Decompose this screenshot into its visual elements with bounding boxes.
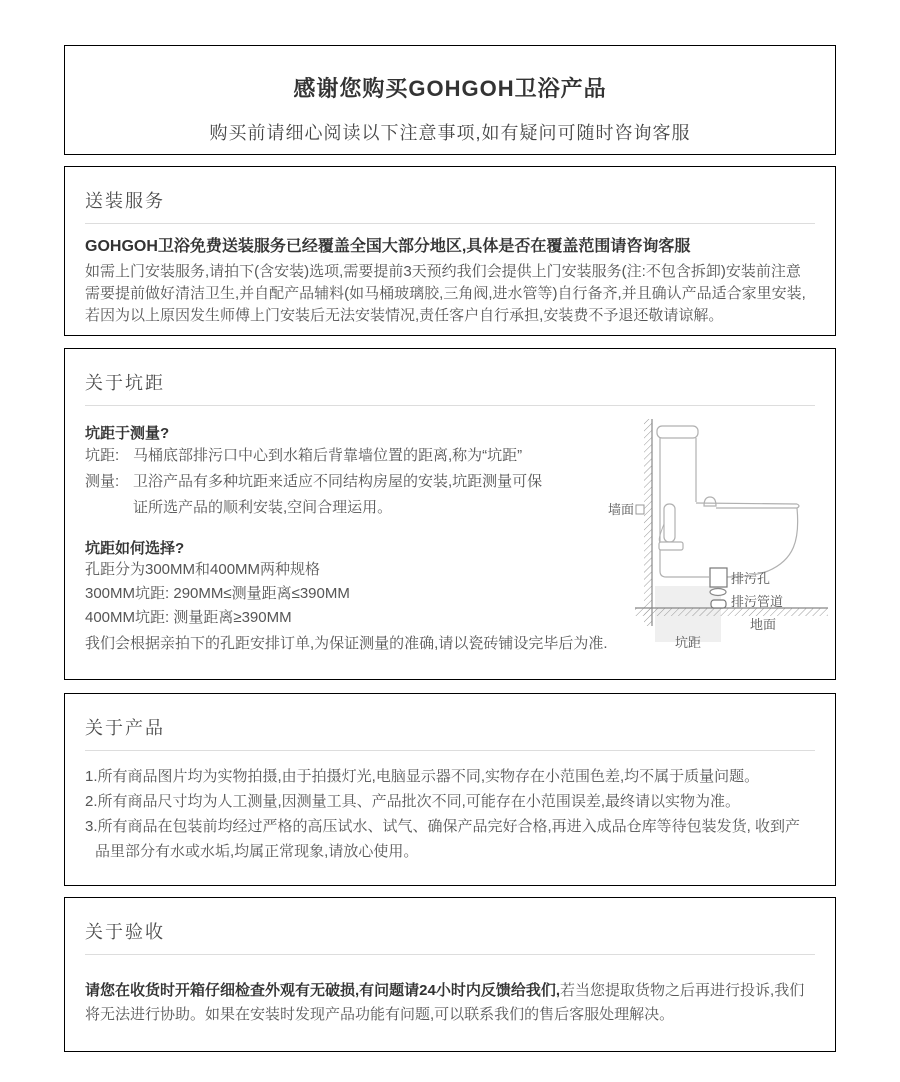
pit-distance-section (64, 348, 836, 680)
seat-hinge (704, 497, 716, 506)
toilet-bowl-profile (727, 508, 798, 577)
delivery-section-title: 送装服务 (85, 191, 165, 211)
section-divider (85, 750, 815, 751)
pit-spec-line: 300MM坑距: 290MM≤测量距离≤390MM (85, 585, 350, 602)
acceptance-section-title: 关于验收 (85, 922, 165, 942)
wall-hatch (644, 419, 652, 626)
pit-note-line: 我们会根据亲拍下的孔距安排订单,为保证测量的准确,请以瓷砖铺设完毕后为准. (85, 635, 608, 652)
pit-definition-row (85, 469, 630, 521)
pit-definition-row (85, 443, 630, 469)
delivery-body-text: 如需上门安装服务,请拍下(含安装)选项,需要提前3天预约我们会提供上门安装服务(注:不包含拆卸)安装前注意需要提前做好清洁卫生,并自配产品辅料(如马桶玻璃胶,三角阀,进水管等)自行备齐,并且确认产品适合家里安装,若因为以上原因发生师傅上门安装后无法安装情况,责任客户自行承担,安装费不予退还敬请谅解。 (85, 263, 806, 324)
pit-spec-line: 400MM坑距: 测量距离≥390MM (85, 609, 292, 626)
product-section-title: 关于产品 (85, 718, 165, 738)
product-note-item: 2.所有商品尺寸均为人工测量,因测量工具、产品批次不同,可能存在小范围误差,最终请以实物为准。 (85, 793, 741, 810)
pit-def-label: 坑距: (85, 447, 120, 464)
acceptance-rest-text: 若当您提取货物之后再进行投诉,我们将无法进行协助。如果在安装时发现产品功能有问题,可以联系我们的售后客服处理解决。 (85, 982, 805, 1023)
drain-hole-label: 排污孔 (731, 571, 771, 586)
section-divider (85, 223, 815, 224)
product-notes-list (85, 764, 815, 864)
flush-valve (664, 504, 675, 542)
drain-pipe-label: 排污管道 (731, 594, 784, 609)
pit-section-title: 关于坑距 (85, 373, 165, 393)
pit-spec-line: 孔距分为300MM和400MM两种规格 (85, 561, 321, 578)
pit-text-column (85, 422, 630, 656)
drain-pipe (711, 600, 726, 608)
page-subtitle: 购买前请细心阅读以下注意事项,如有疑问可随时咨询客服 (209, 123, 691, 143)
delivery-lead-text: GOHGOH卫浴免费送装服务已经覆盖全国大部分地区,具体是否在覆盖范围请咨询客服 (85, 238, 691, 255)
pit-choose-heading: 坑距如何选择? (85, 540, 185, 557)
product-note-item: 1.所有商品图片均为实物拍摄,由于拍摄灯光,电脑显示器不同,实物存在小范围色差,均不属于质量问题。 (85, 768, 760, 785)
pit-label: 坑距 (675, 635, 702, 650)
product-note-item: 3.所有商品在包装前均经过严格的高压试水、试气、确保产品完好合格,再进入成品仓库等待包装发货, 收到产品里部分有水或水垢,均属正常现象,请放心使用。 (85, 818, 801, 860)
pit-def-text: 马桶底部排污口中心到水箱后背靠墙位置的距离,称为“坑距” (133, 447, 523, 464)
acceptance-paragraph (85, 979, 815, 1027)
drain-hole-ring (710, 589, 726, 596)
flush-base (659, 542, 683, 550)
wall-outlet-box (636, 505, 644, 514)
floor-hatch (635, 608, 828, 616)
delivery-service-section (64, 166, 836, 336)
product-section (64, 693, 836, 886)
drain-hole (710, 568, 727, 587)
toilet-tank-lid (657, 426, 698, 438)
section-divider (85, 954, 815, 955)
acceptance-section (64, 897, 836, 1052)
acceptance-bold-text: 请您在收货时开箱仔细检查外观有无破损,有问题请24小时内反馈给我们, (85, 982, 561, 999)
floor-label: 地面 (750, 617, 777, 632)
pit-distance-diagram (600, 404, 830, 664)
pit-measure-heading: 坑距于测量? (85, 425, 170, 442)
page-title: 感谢您购买GOHGOH卫浴产品 (293, 76, 607, 101)
wall-label: 墙面 (608, 502, 635, 517)
header-box (64, 45, 836, 155)
pit-def-text: 卫浴产品有多种坑距来适应不同结构房屋的安装,坑距测量可保证所选产品的顺利安装,空间合理运用。 (133, 473, 543, 516)
pit-def-label: 测量: (85, 473, 120, 490)
